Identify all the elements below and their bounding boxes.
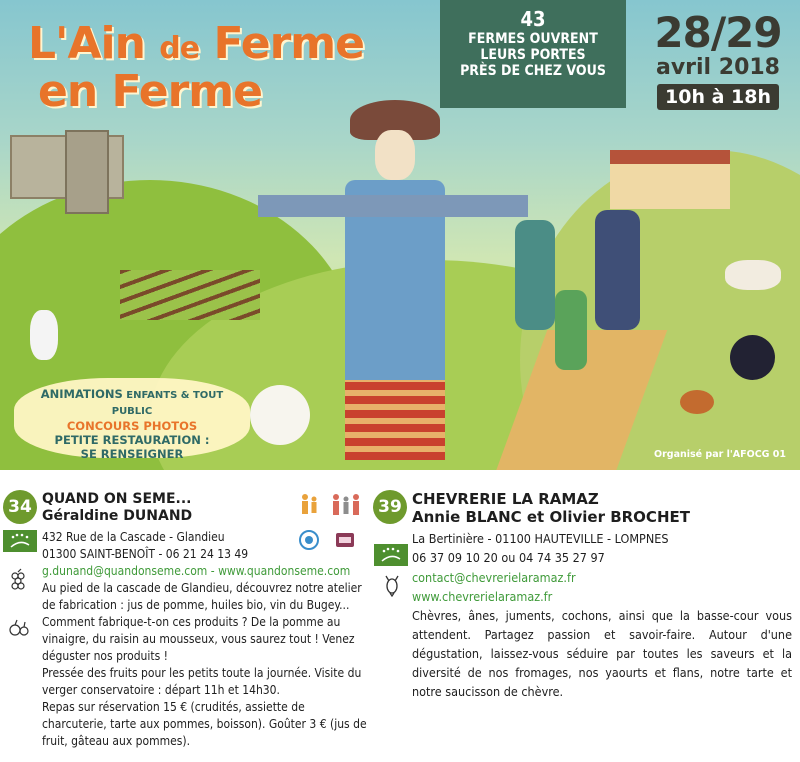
scarecrow-arms <box>258 195 528 217</box>
turkey-illustration <box>730 335 775 380</box>
animations-info <box>22 387 242 461</box>
farm-number-badge: 34 <box>3 490 37 524</box>
farm-description <box>42 580 367 750</box>
farm-website-link[interactable]: www.chevrerielaramaz.fr <box>412 589 553 604</box>
vineyard <box>120 270 260 320</box>
fruit-icon <box>7 616 31 640</box>
event-days: 28/29 <box>654 8 782 57</box>
farm-number-badge: 39 <box>373 490 407 524</box>
farm-contact-link[interactable]: g.dunand@quandonseme.com - www.quandonseme.com <box>42 564 351 578</box>
restauration-line: SE RENSEIGNER <box>80 447 184 461</box>
event-hours: 10h à 18h <box>657 84 779 110</box>
tasting-icon <box>333 528 357 552</box>
scarecrow-illustration <box>340 90 460 470</box>
fermes-count: 43 <box>520 7 546 31</box>
grape-icon <box>7 568 31 592</box>
farm-name: CHEVRERIE LA RAMAZ <box>412 490 599 508</box>
farm-description: Chèvres, ânes, juments, cochons, ainsi que la basse-cour vous attendent. Partagez passion et savoir-faire. Autour d'une dégustation, laissez-vous séduire par toutes les saveurs et la diversité de nos fromages, nos yaourts et flans, notre tarte et notre saucisson de chèvre. <box>412 608 792 699</box>
child-icon <box>297 492 321 516</box>
goat-icon <box>380 573 404 597</box>
event-title-line1: L'Ain de Ferme <box>28 18 364 69</box>
meal-icon <box>297 528 321 552</box>
concours-line: CONCOURS PHOTOS <box>66 419 198 433</box>
village-tower <box>65 130 109 214</box>
scarecrow-skirt <box>345 380 445 460</box>
fermes-line: LEURS PORTES <box>480 47 586 63</box>
family-icon <box>330 492 362 516</box>
organic-label-icon <box>374 544 408 566</box>
scarecrow-face <box>375 130 415 180</box>
event-date <box>648 10 788 110</box>
farm-description-paragraph: Au pied de la cascade de Glandieu, découvrez notre atelier de fabrication : jus de pomme, huiles bio, vin du Bugey... Comment fabrique-t-on ces produits ? De la pomme au vinaigre, du raisin au mousseux, vous saurez tout ! Venez déguster nos produits ! <box>42 581 362 663</box>
goat-illustration <box>725 260 781 290</box>
farm-owner: Annie BLANC et Olivier BROCHET <box>412 508 690 526</box>
farm-description-paragraph: Repas sur réservation 15 € (crudités, assiette de charcuterie, tarte aux pommes, boisson). Goûter 3 € (jus de fruit, gâteau aux pommes). <box>42 700 367 748</box>
hen-illustration <box>680 390 714 414</box>
event-title-line2: en Ferme <box>38 66 262 117</box>
goose-illustration <box>250 385 310 445</box>
farm-address: 432 Rue de la Cascade - Glandieu <box>42 530 225 544</box>
farm-address: 01300 SAINT-BENOÎT - 06 21 24 13 49 <box>42 547 249 561</box>
farm-owner: Géraldine DUNAND <box>42 508 193 524</box>
restauration-line: PETITE RESTAURATION : <box>54 433 210 447</box>
farm-name: QUAND ON SEME... <box>42 491 192 507</box>
fermes-box <box>440 0 626 108</box>
farm-address: La Bertinière - 01100 HAUTEVILLE - LOMPNES <box>412 531 669 546</box>
organizer-credit: Organisé par l'AFOCG 01 <box>654 449 786 460</box>
farm-email-link[interactable]: contact@chevrerielaramaz.fr <box>412 570 576 585</box>
chicken-illustration <box>30 310 58 360</box>
organic-label-icon <box>3 530 37 552</box>
family-illustration <box>505 200 645 430</box>
animations-line: ANIMATIONS ENFANTS & TOUT PUBLIC <box>40 387 224 417</box>
farm-phone: 06 37 09 10 20 ou 04 74 35 27 97 <box>412 550 605 565</box>
farm-description-paragraph: Pressée des fruits pour les petits toute la journée. Visite du verger conservatoire : départ 11h et 14h30. <box>42 666 362 697</box>
fermes-line: FERMES OUVRENT <box>468 31 598 47</box>
event-month: avril 2018 <box>655 55 780 80</box>
fermes-line: PRÈS DE CHEZ VOUS <box>460 63 606 79</box>
